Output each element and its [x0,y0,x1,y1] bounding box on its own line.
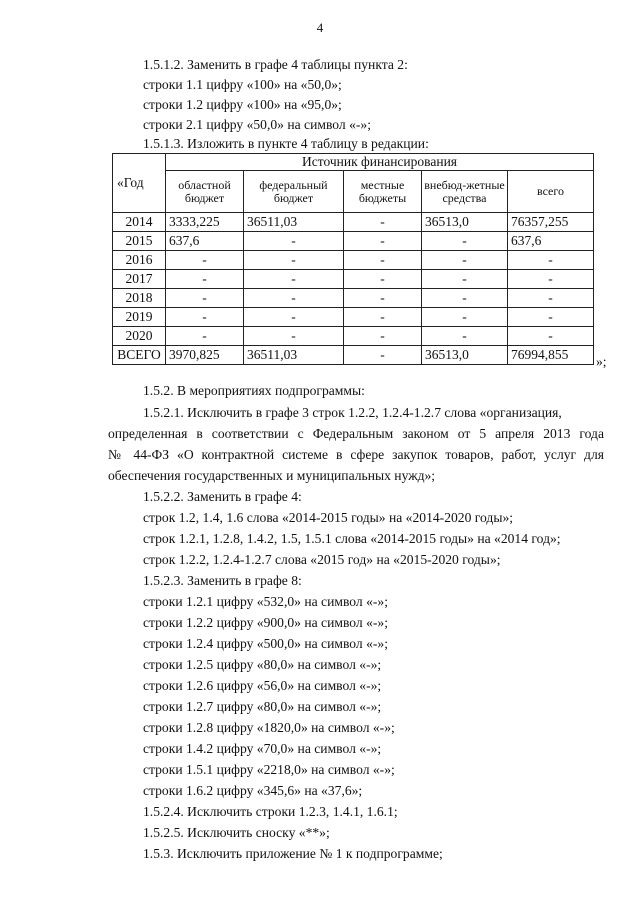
paragraph-line: строки 1.2.4 цифру «500,0» на символ «-»; [143,636,388,651]
table-row [113,270,594,289]
paragraph-line: 1.5.3. Исключить приложение № 1 к подпрограмме; [143,846,443,861]
total-cell: 76994,855 [508,346,594,365]
extrabudget-cell: 36513,0 [422,346,508,365]
paragraph-line: строки 1.2.5 цифру «80,0» на символ «-»; [143,657,382,672]
local-budget-cell: - [344,213,422,232]
total-cell: - [508,251,594,270]
page-number: 4 [316,20,324,35]
regional-budget-cell: - [166,327,244,346]
year-cell: 2017 [113,270,166,289]
column-header: внебюд-жетные средства [422,171,508,213]
total-cell: 76357,255 [508,213,594,232]
paragraph-line: 1.5.1.3. Изложить в пункте 4 таблицу в редакции: [143,136,429,151]
year-cell: ВСЕГО [113,346,166,365]
paragraph-line: строк 1.2, 1.4, 1.6 слова «2014-2015 годы» на «2014-2020 годы»; [143,510,514,525]
regional-budget-cell: - [166,251,244,270]
local-budget-cell: - [344,308,422,327]
paragraph-line: строки 1.2 цифру «100» на «95,0»; [143,97,342,112]
year-cell: 2018 [113,289,166,308]
extrabudget-cell: - [422,308,508,327]
local-budget-cell: - [344,232,422,251]
year-cell: 2014 [113,213,166,232]
regional-budget-cell: - [166,289,244,308]
extrabudget-cell: - [422,251,508,270]
paragraph-line: строки 1.2.6 цифру «56,0» на символ «-»; [143,678,382,693]
table-body [113,213,594,365]
paragraph-line: 1.5.2.3. Заменить в графе 8: [143,573,302,588]
paragraph-line: строки 1.2.7 цифру «80,0» на символ «-»; [143,699,382,714]
source-header: Источник финансирования [166,154,594,171]
federal-budget-cell: - [244,327,344,346]
table-row [113,327,594,346]
paragraph-line: обеспечения государственных и муниципальных нужд»; [108,468,436,483]
total-cell: - [508,327,594,346]
table-row [113,213,594,232]
table-row [113,308,594,327]
federal-budget-cell: - [244,289,344,308]
table-row [113,251,594,270]
local-budget-cell: - [344,346,422,365]
local-budget-cell: - [344,270,422,289]
paragraph-line: определенная в соответствии с Федеральным законом от 5 апреля 2013 года [108,426,604,441]
local-budget-cell: - [344,289,422,308]
extrabudget-cell: - [422,289,508,308]
paragraph-line: строки 1.4.2 цифру «70,0» на символ «-»; [143,741,382,756]
regional-budget-cell: - [166,270,244,289]
extrabudget-cell: - [422,232,508,251]
paragraph-line: строки 1.2.1 цифру «532,0» на символ «-»; [143,594,388,609]
extrabudget-cell: - [422,270,508,289]
extrabudget-cell: 36513,0 [422,213,508,232]
paragraph-line: 1.5.2.2. Заменить в графе 4: [143,489,302,504]
year-cell: 2019 [113,308,166,327]
federal-budget-cell: - [244,270,344,289]
extrabudget-cell: - [422,327,508,346]
paragraph-line: 1.5.1.2. Заменить в графе 4 таблицы пункта 2: [143,57,408,72]
column-header: местные бюджеты [344,171,422,213]
paragraph-line: 1.5.2.1. Исключить в графе 3 строк 1.2.2, 1.2.4-1.2.7 слова «организация, [143,405,562,420]
federal-budget-cell: 36511,03 [244,213,344,232]
year-cell: 2015 [113,232,166,251]
total-cell: 637,6 [508,232,594,251]
total-cell: - [508,270,594,289]
paragraph-line: строки 1.1 цифру «100» на «50,0»; [143,77,342,92]
year-cell: 2020 [113,327,166,346]
paragraph-line: строки 1.6.2 цифру «345,6» на «37,6»; [143,783,363,798]
paragraph-line: строк 1.2.1, 1.2.8, 1.4.2, 1.5, 1.5.1 слова «2014-2015 годы» на «2014 год»; [143,531,561,546]
federal-budget-cell: - [244,308,344,327]
paragraph-line: строки 1.5.1 цифру «2218,0» на символ «-»; [143,762,395,777]
total-cell: - [508,289,594,308]
local-budget-cell: - [344,251,422,270]
year-cell: 2016 [113,251,166,270]
table-closing-quote: »; [596,354,607,369]
column-header: всего [508,171,594,213]
paragraph-line: строки 2.1 цифру «50,0» на символ «-»; [143,117,371,132]
paragraph-line: 1.5.2. В мероприятиях подпрограммы: [143,383,365,398]
paragraph-line: 1.5.2.5. Исключить сноску «**»; [143,825,330,840]
regional-budget-cell: 3970,825 [166,346,244,365]
paragraph-line: строки 1.2.2 цифру «900,0» на символ «-»; [143,615,388,630]
column-header: федеральный бюджет [244,171,344,213]
financing-table [112,153,594,365]
paragraph-line: № 44-ФЗ «О контрактной системе в сфере закупок товаров, работ, услуг для [108,447,604,462]
regional-budget-cell: 3333,225 [166,213,244,232]
table-row [113,289,594,308]
federal-budget-cell: - [244,251,344,270]
paragraph-line: 1.5.2.4. Исключить строки 1.2.3, 1.4.1, 1.6.1; [143,804,398,819]
federal-budget-cell: 36511,03 [244,346,344,365]
paragraph-line: строки 1.2.8 цифру «1820,0» на символ «-»; [143,720,395,735]
local-budget-cell: - [344,327,422,346]
column-header: областной бюджет [166,171,244,213]
paragraph-line: строк 1.2.2, 1.2.4-1.2.7 слова «2015 год» на «2015-2020 годы»; [143,552,501,567]
year-header: «Год [113,154,166,213]
total-cell: - [508,308,594,327]
regional-budget-cell: - [166,308,244,327]
regional-budget-cell: 637,6 [166,232,244,251]
federal-budget-cell: - [244,232,344,251]
table-row [113,232,594,251]
table-row-total [113,346,594,365]
